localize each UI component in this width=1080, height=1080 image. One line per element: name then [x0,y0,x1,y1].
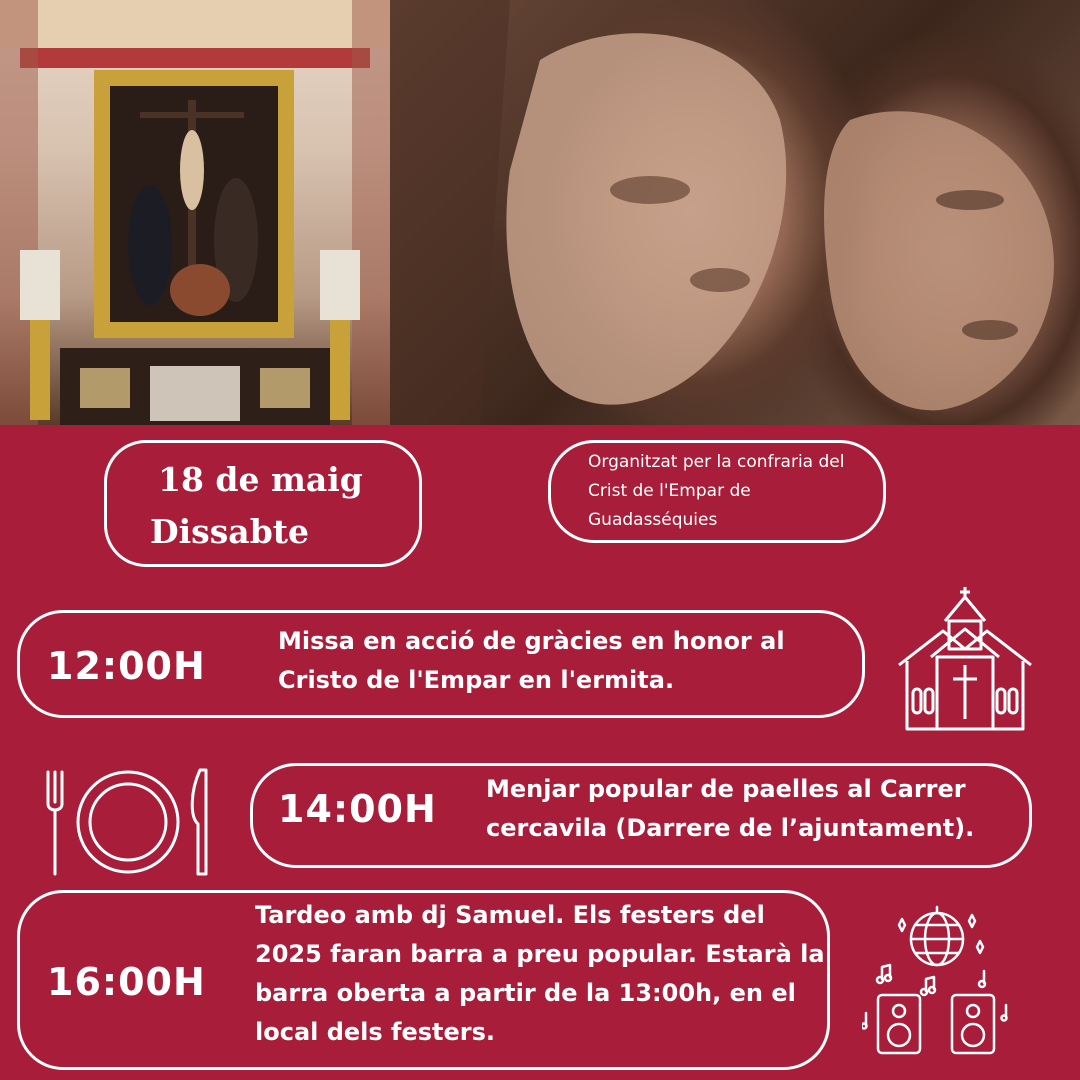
disco-speakers-icon [862,905,1012,1057]
organizer-text: Organitzat per la confraria del Crist de l'Empar de Guadasséquies [588,452,845,530]
event-weekday: Dissabte [150,512,310,551]
angel-sculpture-photo [390,0,1080,425]
schedule-description: Missa en acció de gràcies en honor al Cristo de l'Empar en l'ermita. [278,627,785,694]
altar-crucifixion-photo [0,0,390,425]
plate-cutlery-icon [40,762,215,880]
schedule-time: 14:00H [278,787,437,831]
event-date: 18 de maig [158,460,363,499]
schedule-time: 12:00H [47,644,206,688]
header-photos [0,0,1080,425]
schedule-description: Menjar popular de paelles al Carrer cercavila (Darrere de l’ajuntament). [486,775,975,842]
schedule-time: 16:00H [47,960,206,1004]
schedule-description: Tardeo amb dj Samuel. Els festers del 2025 faran barra a preu popular. Estarà la barra oberta a partir de la 13:00h, en el local dels festers. [255,901,825,1046]
church-icon [895,585,1035,733]
